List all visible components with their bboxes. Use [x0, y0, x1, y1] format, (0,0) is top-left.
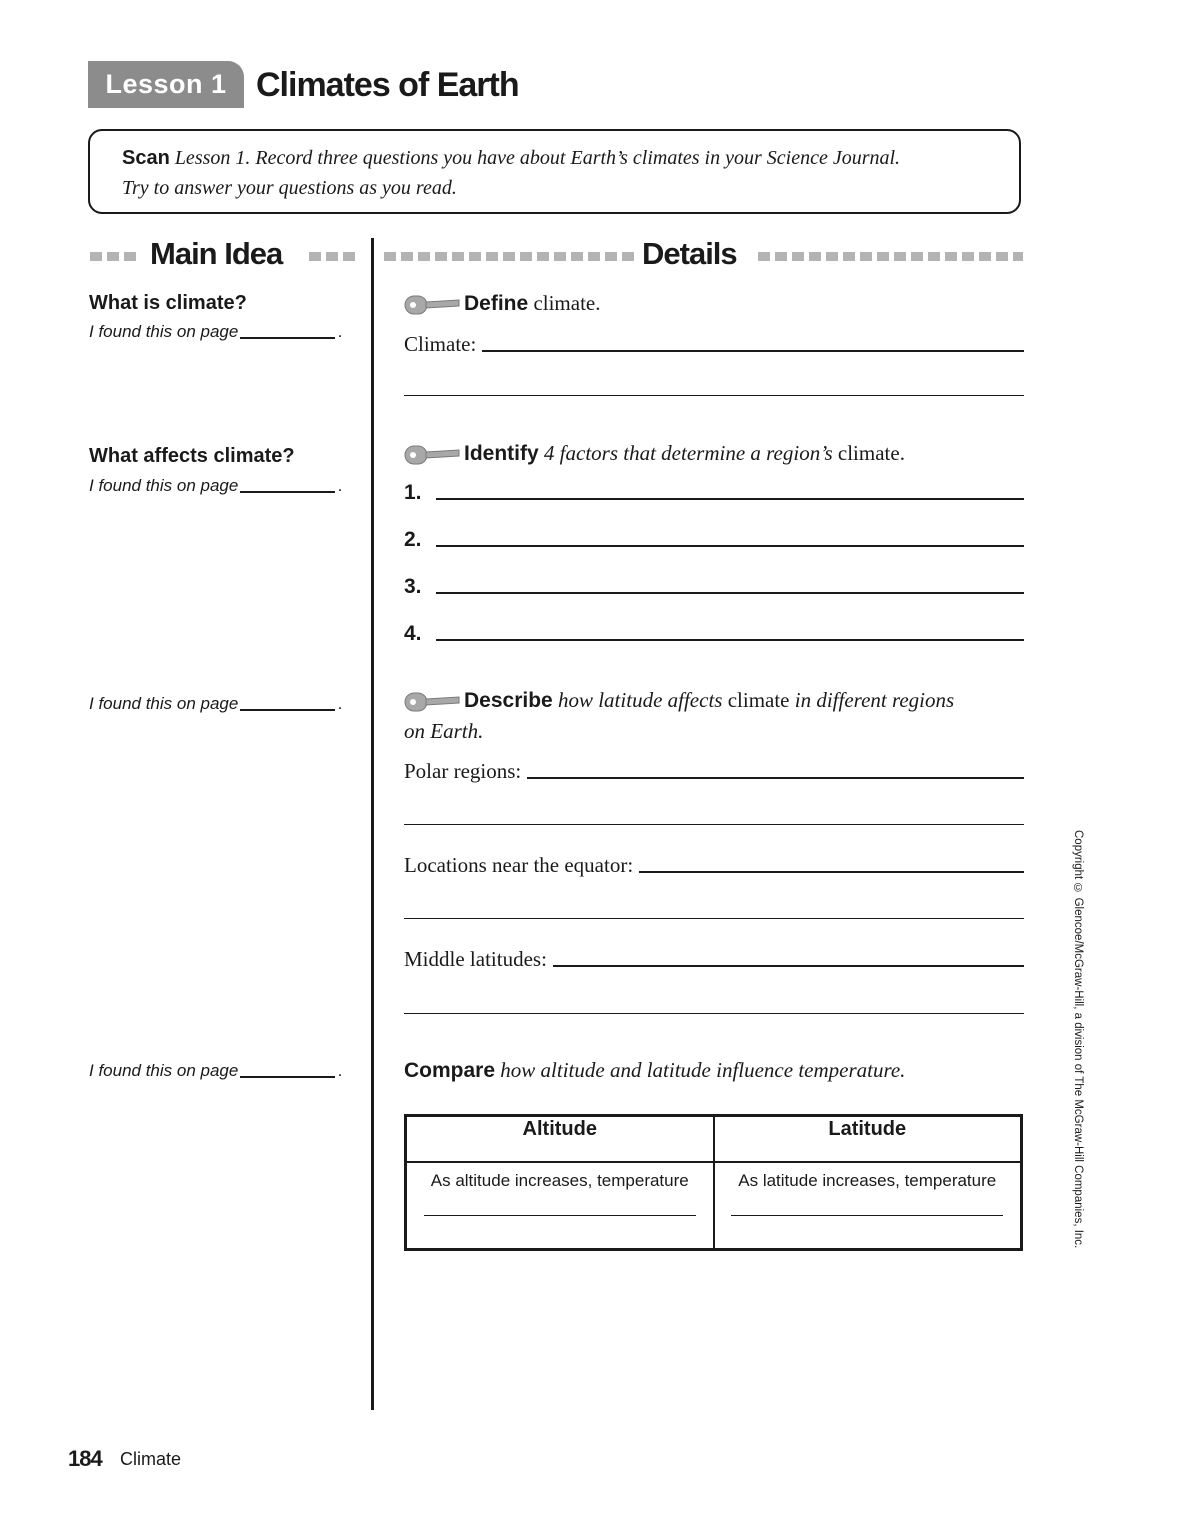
- key-icon: [404, 690, 460, 714]
- equator-line-2[interactable]: [404, 918, 1024, 919]
- compare-prompt: Compare how altitude and latitude influence temperature.: [404, 1058, 906, 1082]
- page-blank-2[interactable]: [240, 490, 335, 493]
- page-number: 184: [68, 1446, 102, 1471]
- polar-regions-line-2[interactable]: [404, 824, 1024, 825]
- factor-3-field[interactable]: 3.: [404, 575, 1024, 599]
- middle-latitudes-field[interactable]: Middle latitudes:: [404, 947, 1024, 972]
- define-prompt: Define climate.: [404, 291, 601, 317]
- main-idea-dashes-left: [90, 252, 141, 261]
- page-blank-4[interactable]: [240, 1075, 335, 1078]
- found-on-page-2: I found this on page .: [89, 476, 344, 495]
- factor-4-field[interactable]: 4.: [404, 622, 1024, 646]
- scan-line-2: Try to answer your questions as you read.: [122, 177, 457, 199]
- main-idea-heading: Main Idea: [150, 236, 283, 271]
- scan-keyword: Scan: [122, 147, 170, 169]
- climate-field[interactable]: Climate:: [404, 332, 1024, 357]
- scan-instructions: [122, 143, 1022, 203]
- footer-section: Climate: [120, 1449, 182, 1469]
- details-dashes-left: [384, 252, 634, 261]
- page-title: Climates of Earth: [256, 66, 519, 104]
- cell-altitude[interactable]: As altitude increases, temperature: [406, 1162, 714, 1250]
- middle-latitudes-line-2[interactable]: [404, 1013, 1024, 1014]
- key-icon: [404, 293, 460, 317]
- found-on-page-1: I found this on page .: [89, 322, 344, 341]
- identify-prompt: Identify 4 factors that determine a region’s climate.: [404, 441, 905, 467]
- compare-table: [404, 1114, 1023, 1251]
- copyright-notice: Copyright © Glencoe/McGraw-Hill, a division of The McGraw-Hill Companies, Inc.: [1072, 830, 1084, 1249]
- found-on-page-4: I found this on page .: [89, 1061, 344, 1080]
- scan-line-1: Lesson 1. Record three questions you have about Earth’s climates in your Science Journal.: [169, 147, 901, 169]
- factor-1-field[interactable]: 1.: [404, 481, 1024, 505]
- climate-answer-line-2[interactable]: [404, 395, 1024, 396]
- altitude-answer-line[interactable]: [424, 1215, 696, 1216]
- details-dashes-right: [758, 252, 1023, 261]
- lesson-tab: Lesson 1: [88, 61, 244, 108]
- question-what-is-climate: What is climate?: [89, 292, 247, 314]
- found-on-page-3: I found this on page .: [89, 694, 344, 713]
- equator-field[interactable]: Locations near the equator:: [404, 853, 1024, 878]
- cell-latitude[interactable]: As latitude increases, temperature: [714, 1162, 1022, 1250]
- question-what-affects-climate: What affects climate?: [89, 445, 295, 467]
- header-altitude: Altitude: [406, 1116, 714, 1163]
- column-divider: [371, 238, 374, 1410]
- header-latitude: Latitude: [714, 1116, 1022, 1163]
- details-heading: Details: [642, 236, 737, 271]
- polar-regions-field[interactable]: Polar regions:: [404, 759, 1024, 784]
- main-idea-dashes-right: [309, 252, 360, 261]
- page-blank-3[interactable]: [240, 708, 335, 711]
- describe-prompt: Describe how latitude affects climate in different regions: [404, 688, 954, 714]
- latitude-answer-line[interactable]: [731, 1215, 1003, 1216]
- factor-2-field[interactable]: 2.: [404, 528, 1024, 552]
- key-icon: [404, 443, 460, 467]
- page-blank-1[interactable]: [240, 336, 335, 339]
- describe-prompt-line-2: on Earth.: [404, 719, 484, 743]
